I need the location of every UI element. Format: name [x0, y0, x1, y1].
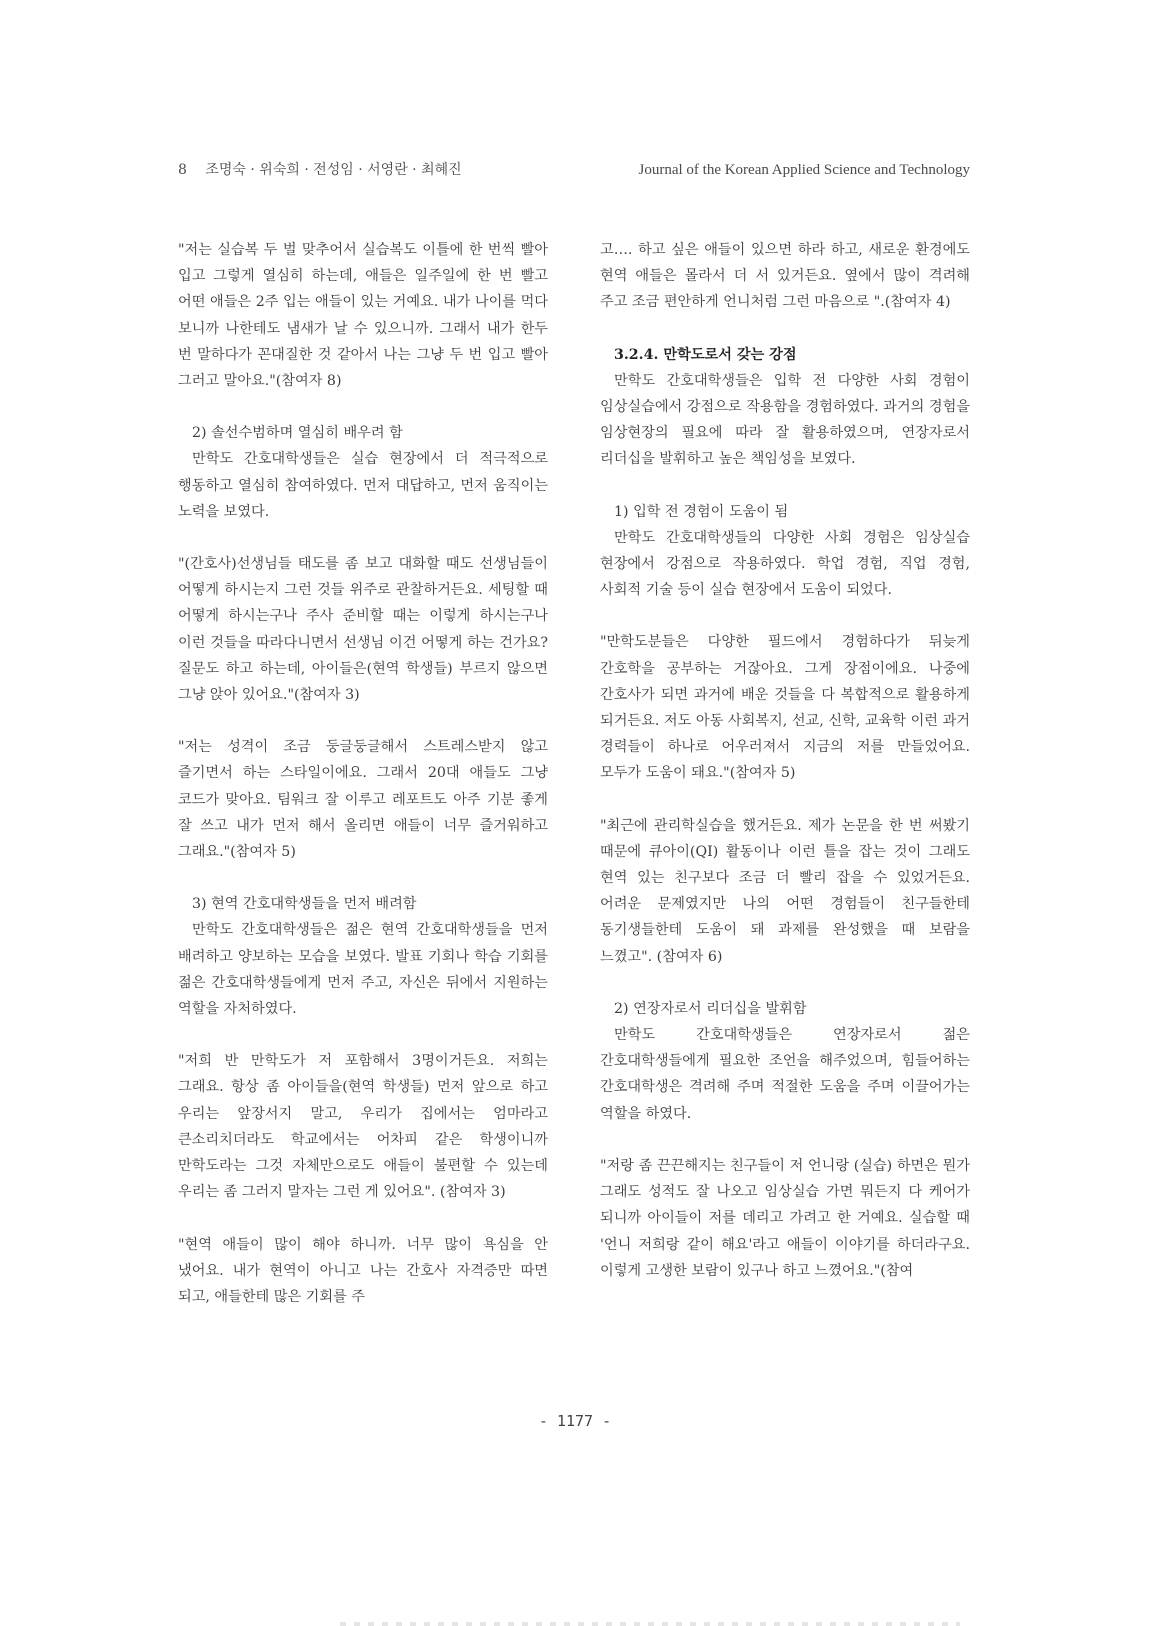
header-journal-title: Journal of the Korean Applied Science and Technology [638, 162, 970, 178]
header-page-number: 8 [178, 162, 187, 178]
interview-quote-continued: 고…. 하고 싶은 애들이 있으면 하라 하고, 새로운 환경에도 현역 애들은 몰라서 더 서 있거든요. 옆에서 많이 격려해 주고 조금 편안하게 언니처럼 그런 마음으로 ".(참여자 4) [600, 242, 970, 311]
subsection-heading: 2) 솔선수범하며 열심히 배우려 함 [192, 425, 403, 442]
body-paragraph: 만학도 간호대학생들은 연장자로서 젊은 간호대학생들에게 필요한 조언을 해주었으며, 힘들어하는 간호대학생은 격려해 주며 적절한 도움을 주며 이끌어가는 역할을 하였다. [600, 1027, 970, 1122]
header-authors: 조명숙 · 위숙희 · 전성임 · 서영란 · 최혜진 [205, 162, 462, 178]
body-paragraph: 만학도 간호대학생들은 입학 전 다양한 사회 경험이 임상실습에서 강점으로 작용함을 경험하였다. 과거의 경험을 임상현장의 필요에 따라 잘 활용하였으며, 연장자로서 리더십을 발휘하고 높은 책임성을 보였다. [600, 372, 970, 468]
interview-quote: "현역 애들이 많이 해야 하니까. 너무 많이 욕심을 안 냈어요. 내가 현역이 아니고 나는 간호사 자격증만 따면 되고, 애들한테 많은 기회를 주 [178, 1236, 548, 1305]
footer-page-number: - 1177 - [538, 1412, 612, 1430]
body-paragraph: 만학도 간호대학생들의 다양한 사회 경험은 임상실습 현장에서 강점으로 작용하였다. 학업 경험, 직업 경험, 사회적 기술 등이 실습 현장에서 도움이 되었다. [600, 529, 970, 599]
subsection-heading: 3) 현역 간호대학생들을 먼저 배려함 [192, 896, 417, 913]
subsection-heading: 1) 입학 전 경험이 도움이 됨 [614, 503, 789, 520]
interview-quote: "(간호사)선생님들 태도를 좀 보고 대화할 때도 선생님들이 어떻게 하시는지 그런 것들 위주로 관찰하거든요. 세팅할 때 어떻게 하시는구나 주사 준비할 때는 이렇게 하시는구나 이런 것들을 따라다니면서 선생님 이건 어떻게 하는 건가요? 질문도 하고 하는데, 아이들은(현역 학생들) 부르지 않으면 그냥 앉아 있어요."(참여자 3) [178, 556, 548, 704]
interview-quote: "저는 성격이 조금 둥글둥글해서 스트레스받지 않고 즐기면서 하는 스타일이에요. 그래서 20대 애들도 그냥 코드가 맞아요. 팀워크 잘 이루고 레포트도 아주 기분 좋게 잘 쓰고 내가 먼저 해서 올리면 애들이 너무 즐거워하고 그래요."(참여자 5) [178, 739, 548, 861]
subsection-heading: 2) 연장자로서 리더십을 발휘함 [614, 1000, 807, 1017]
interview-quote: "최근에 관리학실습을 했거든요. 제가 논문을 한 번 써봤기 때문에 큐아이(QI) 활동이나 이런 틀을 잡는 것이 그래도 현역 있는 친구보다 조금 더 빨리 잡을 수 있었거든요. 어려운 문제였지만 나의 어떤 경험들이 친구들한테 동기생들한테 도움이 돼 과제를 완성했을 때 보람을 느꼈고". (참여자 6) [600, 817, 970, 965]
interview-quote: "저는 실습복 두 벌 맞추어서 실습복도 이틀에 한 번씩 빨아 입고 그렇게 열심히 하는데, 애들은 일주일에 한 번 빨고 어떤 애들은 2주 입는 애들이 있는 거예요. 내가 나이를 먹다 보니까 나한테도 냄새가 날 수 있으니까. 그래서 내가 한두 번 말하다가 꼰대질한 것 같아서 나는 그냥 두 번 입고 빨아 그러고 말아요."(참여자 8) [178, 242, 548, 390]
running-header [178, 160, 970, 180]
right-column [600, 237, 970, 1310]
interview-quote: "저랑 좀 끈끈해지는 친구들이 저 언니랑 (실습) 하면은 뭔가 그래도 성적도 잘 나오고 임상실습 가면 뭐든지 다 케어가 되니까 아이들이 저를 데리고 가려고 한 거예요. 실습할 때 '언니 저희랑 같이 해요'라고 애들이 이야기를 하더라구요. 이렇게 고생한 보람이 있구나 하고 느꼈어요."(참여 [600, 1157, 970, 1279]
body-paragraph: 만학도 간호대학생들은 젊은 현역 간호대학생들을 먼저 배려하고 양보하는 모습을 보였다. 발표 기회나 학습 기회를 젊은 간호대학생들에게 먼저 주고, 자신은 뒤에서 지원하는 역할을 자처하였다. [178, 922, 548, 1018]
interview-quote: "만학도분들은 다양한 필드에서 경험하다가 뒤늦게 간호학을 공부하는 거잖아요. 그게 장점이에요. 나중에 간호사가 되면 과거에 배운 것들을 다 복합적으로 활용하게 되거든요. 저도 아동 사회복지, 선교, 신학, 교육학 이런 과거 경력들이 하나로 어우러져서 지금의 저를 만들었어요. 모두가 도움이 돼요."(참여자 5) [600, 634, 970, 782]
left-column [178, 237, 548, 1336]
cut-off-footer-line [340, 1622, 960, 1626]
interview-quote: "저희 반 만학도가 저 포함해서 3명이거든요. 저희는 그래요. 항상 좀 아이들을(현역 학생들) 먼저 앞으로 하고 우리는 앞장서지 말고, 우리가 집에서는 엄마라고 큰소리치더라도 학교에서는 어차피 같은 학생이니까 만학도라는 그것 자체만으로도 애들이 불편할 수 있는데 우리는 좀 그러지 말자는 그런 게 있어요". (참여자 3) [178, 1053, 548, 1201]
header-left [178, 160, 462, 180]
body-paragraph: 만학도 간호대학생들은 실습 현장에서 더 적극적으로 행동하고 열심히 참여하였다. 먼저 대답하고, 먼저 움직이는 노력을 보였다. [178, 451, 548, 520]
section-heading: 3.2.4. 만학도로서 갖는 강점 [614, 346, 797, 363]
